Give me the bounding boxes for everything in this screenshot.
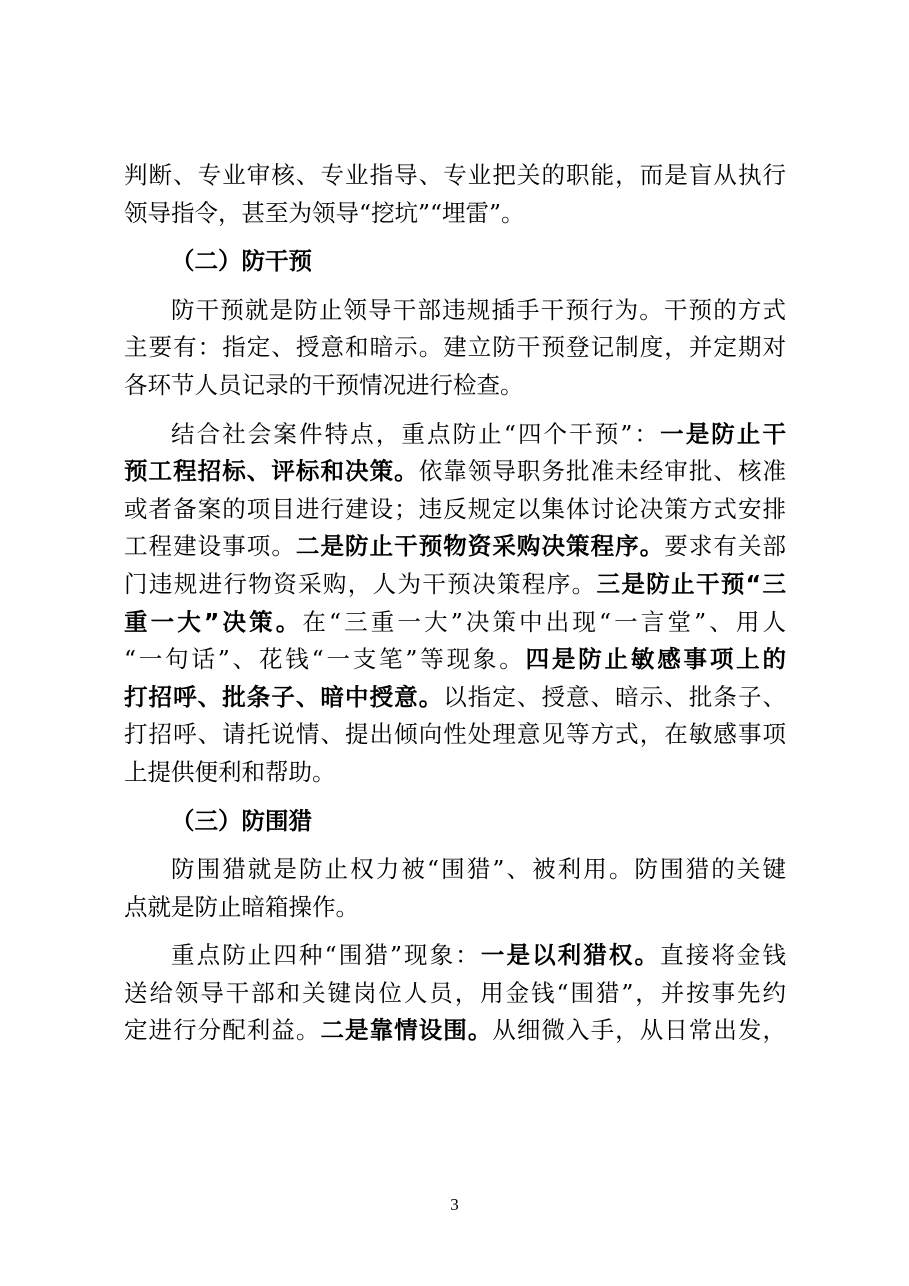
- bold-run: 打招呼、批条子、暗中授意。: [124, 682, 444, 711]
- text-line: [124, 453, 786, 491]
- bold-run: 二是防止干预物资采购决策程序。: [295, 532, 665, 561]
- text-run: “一句话”、花钱“一支笔”等现象。: [124, 645, 526, 674]
- text-line: [124, 641, 786, 679]
- text-run: 在“三重一大”决策中出现“一言堂”、用人: [302, 607, 786, 636]
- bold-run: 三是防止干预“三: [596, 569, 786, 598]
- paragraph-anti-interference-definition: [124, 292, 786, 405]
- text-line: [124, 566, 786, 604]
- paragraph-anti-hunting-definition: [124, 851, 786, 926]
- bold-run: 预工程招标、评标和决策。: [124, 457, 419, 486]
- text-run: 依靠领导职务批准未经审批、核准: [418, 457, 786, 486]
- text-line: [124, 937, 786, 975]
- text-line: [124, 679, 786, 717]
- text-run: 直接将金钱: [660, 941, 786, 970]
- text-run: 结合社会案件特点，重点防止“四个干预”：: [171, 419, 661, 448]
- document-body: [124, 157, 786, 1050]
- text-line: [124, 416, 786, 454]
- text-run: 门违规进行物资采购，人为干预决策程序。: [124, 569, 597, 598]
- text-line: 主要有：指定、授意和暗示。建立防干预登记制度，并定期对: [124, 333, 786, 362]
- text-line: 防干预就是防止领导干部违规插手干预行为。干预的方式: [171, 295, 786, 324]
- text-line: 上提供便利和帮助。: [124, 757, 336, 786]
- paragraph-continuation: [124, 157, 786, 232]
- text-run: 重点防止四种“围猎”现象：: [171, 941, 481, 970]
- text-line: [124, 1012, 786, 1050]
- text-run: 从细微入手，从日常出发，: [492, 1016, 786, 1045]
- text-run: 要求有关部: [664, 532, 786, 561]
- bold-run: 重一大”决策。: [124, 607, 303, 636]
- text-line: 领导指令，甚至为领导“挖坑”“埋雷”。: [124, 198, 525, 227]
- text-line: 或者备案的项目进行建设；违反规定以集体讨论决策方式安排: [124, 494, 786, 523]
- text-run: 工程建设事项。: [124, 532, 296, 561]
- paragraph-four-hunting: [124, 937, 786, 1050]
- section-heading-anti-hunting: （三）防围猎: [171, 806, 312, 835]
- text-line: 点就是防止暗箱操作。: [124, 892, 359, 921]
- text-line: 打招呼、请托说情、提出倾向性处理意见等方式，在敏感事项: [124, 720, 786, 749]
- text-line: 送给领导干部和关键岗位人员，用金钱“围猎”，并按事先约: [124, 978, 786, 1007]
- text-run: 定进行分配利益。: [124, 1016, 321, 1045]
- bold-run: 一是以利猎权。: [480, 941, 661, 970]
- text-line: 防围猎就是防止权力被“围猎”、被利用。防围猎的关键: [171, 855, 786, 884]
- text-run: 以指定、授意、暗示、批条子、: [443, 682, 786, 711]
- text-line: [124, 604, 786, 642]
- text-line: 判断、专业审核、专业指导、专业把关的职能，而是盲从执行: [124, 161, 786, 189]
- paragraph-four-interferences: [124, 416, 786, 792]
- bold-run: 二是靠情设围。: [320, 1016, 493, 1045]
- bold-run: 一是防止干: [660, 419, 786, 448]
- text-line: 各环节人员记录的干预情况进行检查。: [124, 370, 524, 399]
- bold-run: 四是防止敏感事项上的: [525, 645, 786, 674]
- text-line: [124, 528, 786, 566]
- section-heading-anti-interference: （二）防干预: [171, 247, 312, 276]
- page-number: 3: [450, 1195, 459, 1214]
